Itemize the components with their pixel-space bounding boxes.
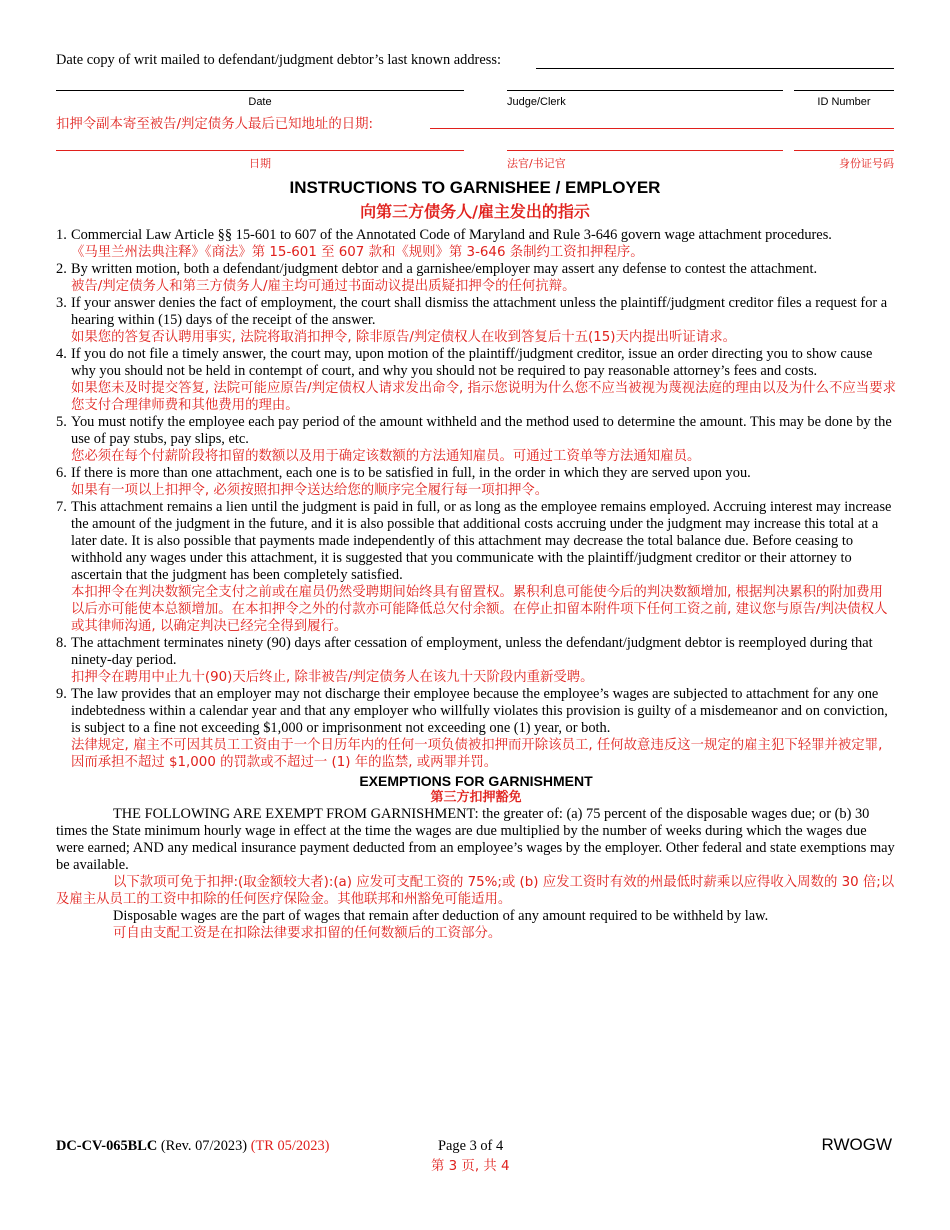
id-number-line[interactable]	[794, 90, 894, 91]
judge-clerk-label: Judge/Clerk	[507, 96, 566, 108]
mail-date-label: Date copy of writ mailed to defendant/judgment debtor’s last known address:	[56, 52, 501, 68]
form-id: DC-CV-065BLC	[56, 1138, 158, 1154]
form-revision: (Rev. 07/2023)	[160, 1138, 248, 1154]
page-title-cn: 向第三方债务人/雇主发出的指示	[360, 202, 590, 221]
mail-date-label-cn: 扣押令副本寄至被告/判定债务人最后已知地址的日期:	[56, 117, 374, 132]
instruction-item: 2. By written motion, both a defendant/judgment debtor and a garnishee/employer may assert any defense to contest the attachment. 被告/判定债务人和第三方债务人/雇主均可通过书面动议提出质疑扣押令的任何抗辩。	[56, 261, 818, 294]
date-label-cn: 日期	[249, 157, 271, 170]
page-number: Page 3 of 4	[438, 1138, 504, 1154]
instruction-item: 4. If you do not file a timely answer, the court may, upon motion of the plaintiff/judgment creditor, issue an order directing you to show cause why you should not be held in contempt of court, and why you should not be required to pay reasonable attorney’s fees and costs. 如果您未及时提交答复, 法院可能应原告/判定债权人请求发出命令, 指示您说明为什么您不应当被视为蔑视法庭的理由以及为什么不应当要求您支付合理律师费和其他费用的理由。	[56, 346, 896, 413]
disposable-wages-text-cn: 可自由支配工资是在扣除法律要求扣留的任何数额后的工资部分。	[113, 926, 502, 941]
mail-date-field[interactable]	[536, 68, 894, 69]
instruction-item: 8. The attachment terminates ninety (90) days after cessation of employment, unless the defendant/judgment debtor is reemployed during that ninety-day period. 扣押令在聘用中止九十(90)天后终止, 除非被告/判定债务人在该九十天阶段内重新受聘。	[56, 635, 873, 685]
mail-date-field-cn[interactable]	[430, 128, 894, 129]
judge-signature-line[interactable]	[507, 90, 783, 91]
instruction-item: 5. You must notify the employee each pay period of the amount withheld and the method used to determine the amount. This may be done by the use of pay stubs, pay slips, etc. 您必须在每个付薪阶段将扣留的数额以及用于确定该数额的方法通知雇员。可通过工资单等方法通知雇员。	[56, 414, 892, 464]
date-line-cn	[56, 150, 464, 151]
page-number-cn: 第 3 页, 共 4	[431, 1159, 510, 1174]
instruction-item: 6. If there is more than one attachment, each one is to be satisfied in full, in the order in which they are served upon you. 如果有一项以上扣押令, 必须按照扣押令送达给您的顺序完全履行每一项扣押令。	[56, 465, 751, 498]
id-line-cn	[794, 150, 894, 151]
instruction-item: 7. This attachment remains a lien until the judgment is paid in full, or as long as the employee remains employed. Accruing interest may increase the amount of the judgment in the future, and it is also possible that additional costs accruing under the judgment may increase this total at a later date. It is also possible that payments made independently of this attachment may decrease the total balance due. Before ceasing to withhold any wages under this attachment, it is suggested that you communicate with the plaintiff/judgment creditor or their attorney to ascertain that the judgment has been completely satisfied. 本扣押令在判决数额完全支付之前或在雇员仍然受聘期间始终具有留置权。累积利息可能使今后的判决数额增加, 根据判决累积的附加费用以后亦可能使本总额增加。在本扣押令之外的付款亦可能降低总欠付余额。在停止扣留本附件项下任何工资之前, 建议您与原告/判决债权人或其律师沟通, 以确定判决已经完全得到履行。	[56, 499, 892, 634]
exemptions-paragraph: THE FOLLOWING ARE EXEMPT FROM GARNISHMENT: the greater of: (a) 75 percent of the disposable wages due; or (b) 30 times the State minimum hourly wage in effect at the time the wages are due multiplied by the number of weeks during which the wages due were earned; AND any medical insurance payment deducted from an employee’s wages by the employer. Other federal and state exemptions may be available.	[56, 806, 895, 873]
exemptions-paragraph-cn: 以下款项可免于扣押:(取金额较大者):(a) 应发可支配工资的 75%;或 (b) 应发工资时有效的州最低时薪乘以应得收入周数的 30 倍;以及雇主从员工的工资中扣除的任何医疗保险金。其他联邦和州豁免可能适用。	[56, 875, 895, 907]
id-number-label-cn: 身份证号码	[839, 157, 894, 170]
judge-clerk-label-cn: 法官/书记官	[507, 157, 566, 170]
form-id-footer	[56, 1138, 329, 1155]
instructions-body	[56, 227, 896, 942]
form-code: RWOGW	[821, 1135, 892, 1154]
instruction-item: 9. The law provides that an employer may not discharge their employee because the employee’s wages are subjected to attachment for any one indebtedness within a calendar year and that any employer who willfully violates this provision is guilty of a misdemeanor and on conviction, is subject to a fine not exceeding $1,000 or imprisonment not exceeding one (1) year, or both. 法律规定, 雇主不可因其员工工资由于一个日历年内的任何一项负债被扣押而开除该员工, 任何故意违反这一规定的雇主犯下轻罪并被定罪, 因而承担不超过 $1,000 的罚款或不超过一 (1) 年的监禁, 或两罪并罚。	[56, 686, 888, 770]
date-label: Date	[248, 96, 272, 108]
page-title: INSTRUCTIONS TO GARNISHEE / EMPLOYER	[289, 178, 661, 197]
instruction-item: 1. Commercial Law Article §§ 15-601 to 607 of the Annotated Code of Maryland and Rule 3-646 govern wage attachment procedures. 《马里兰州法典注释》《商法》第 15-601 至 607 款和《规则》第 3-646 条制约工资扣押程序。	[56, 227, 832, 260]
instruction-item: 3. If your answer denies the fact of employment, the court shall dismiss the attachment unless the plaintiff/judgment creditor files a request for a hearing within (15) days of the receipt of the answer. 如果您的答复否认聘用事实, 法院将取消扣押令, 除非原告/判定债权人在收到答复后十五(15)天内提出听证请求。	[56, 295, 888, 345]
judge-line-cn	[507, 150, 783, 151]
exemptions-title-cn: 第三方扣押豁免	[430, 790, 522, 805]
translation-revision: (TR 05/2023)	[250, 1138, 330, 1154]
id-number-label: ID Number	[817, 96, 871, 108]
disposable-wages-text: Disposable wages are the part of wages that remain after deduction of any amount required to be withheld by law.	[113, 908, 769, 924]
exemptions-title: EXEMPTIONS FOR GARNISHMENT	[359, 773, 593, 789]
date-signature-line[interactable]	[56, 90, 464, 91]
